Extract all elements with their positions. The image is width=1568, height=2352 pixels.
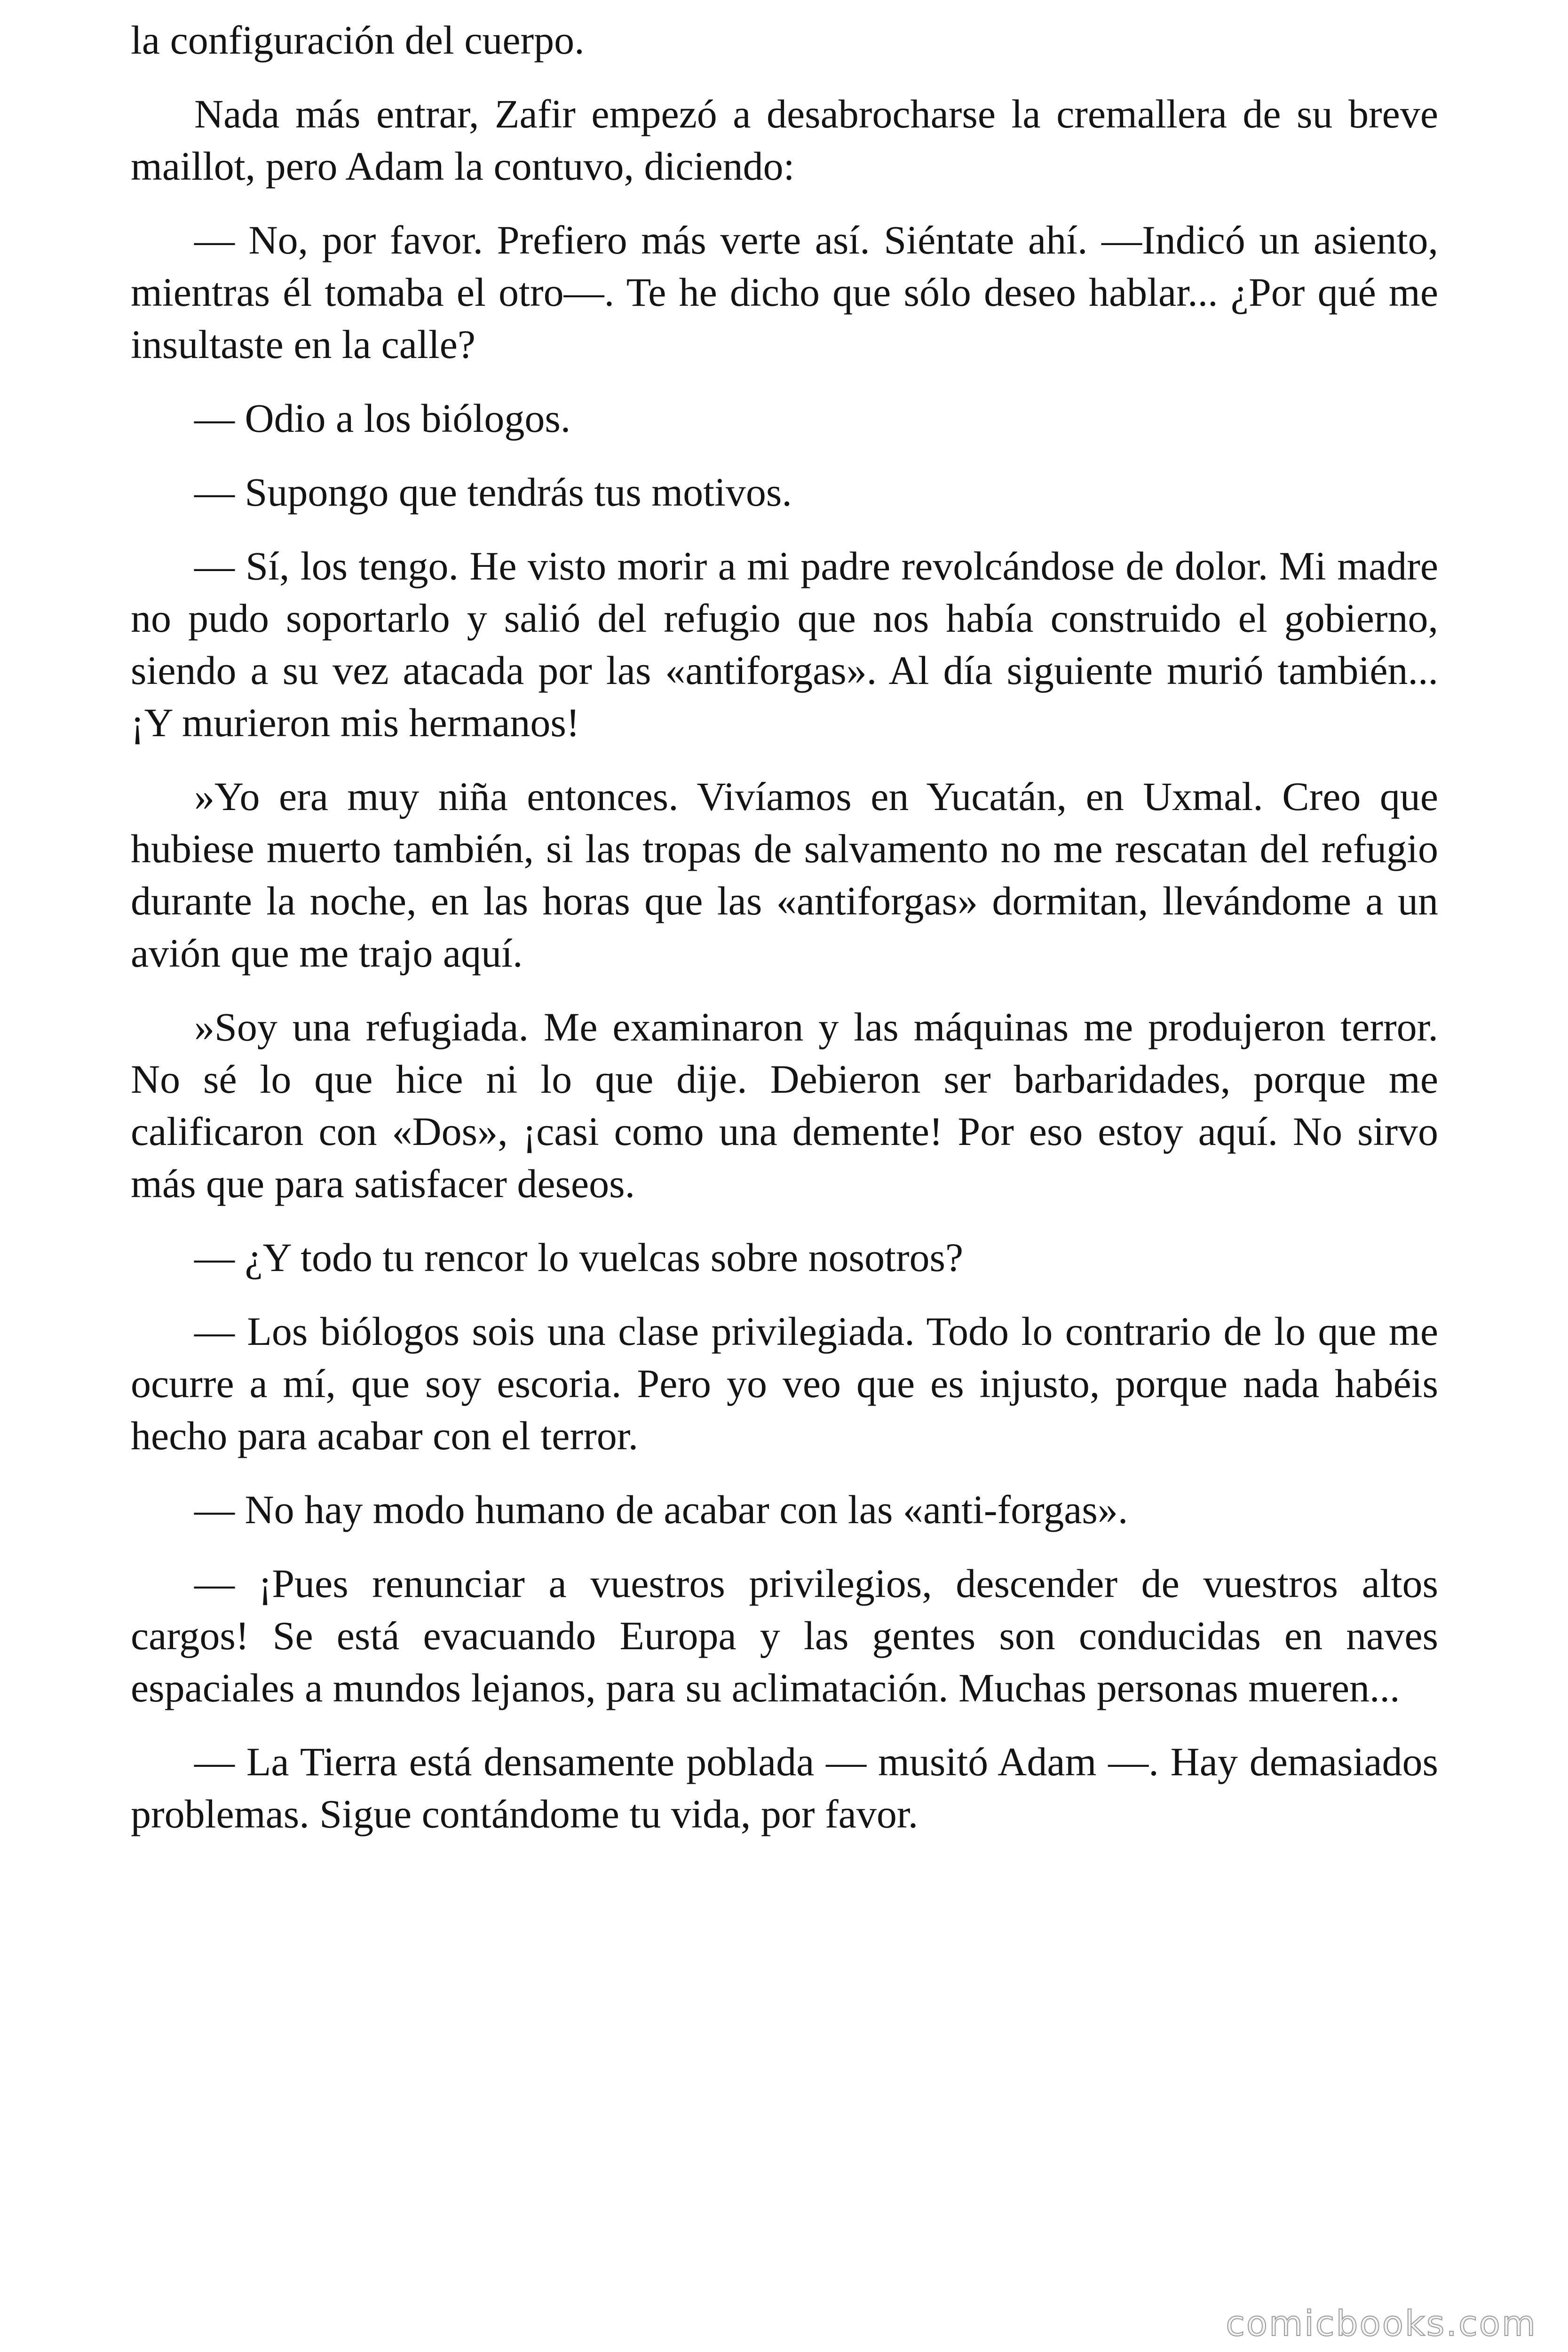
paragraph-2: Nada más entrar, Zafir empezó a desabrocharse la cremallera de su breve maillot, pero Adam la contuvo, diciendo: bbox=[131, 91, 1438, 189]
paragraph-1: la configuración del cuerpo. bbox=[131, 17, 585, 63]
paragraph-8: »Soy una refugiada. Me examinaron y las máquinas me produjeron terror. No sé lo que hice ni lo que dije. Debieron ser barbaridades, porque me calificaron con «Dos», ¡casi como una demente! Por eso estoy aquí. No sirvo más que para satisfacer deseos. bbox=[131, 1004, 1438, 1206]
body-text bbox=[131, 14, 1438, 1862]
paragraph-9: — ¿Y todo tu rencor lo vuelcas sobre nosotros? bbox=[194, 1235, 964, 1280]
paragraph-4: — Odio a los biólogos. bbox=[194, 396, 571, 441]
paragraph-12: — ¡Pues renunciar a vuestros privilegios, descender de vuestros altos cargos! Se está evacuando Europa y las gentes son conducidas en naves espaciales a mundos lejanos, para su aclimatación. Muchas personas mueren... bbox=[131, 1561, 1438, 1710]
watermark: comicbooks.com bbox=[1226, 2304, 1537, 2344]
paragraph-13: — La Tierra está densamente poblada — musitó Adam —. Hay demasiados problemas. Sigue contándome tu vida, por favor. bbox=[131, 1739, 1438, 1836]
paragraph-7: »Yo era muy niña entonces. Vivíamos en Yucatán, en Uxmal. Creo que hubiese muerto también, si las tropas de salvamento no me rescatan del refugio durante la noche, en las horas que las «antiforgas» dormitan, llevándome a un avión que me trajo aquí. bbox=[131, 774, 1438, 976]
paragraph-3: — No, por favor. Prefiero más verte así. Siéntate ahí. —Indicó un asiento, mientras él tomaba el otro—. Te he dicho que sólo deseo hablar... ¿Por qué me insultaste en la calle? bbox=[131, 217, 1438, 367]
paragraph-10: — Los biólogos sois una clase privilegiada. Todo lo contrario de lo que me ocurre a mí, que soy escoria. Pero yo veo que es injusto, porque nada habéis hecho para acabar con el terror. bbox=[131, 1309, 1438, 1458]
paragraph-6: — Sí, los tengo. He visto morir a mi padre revolcándose de dolor. Mi madre no pudo soportarlo y salió del refugio que nos había construido el gobierno, siendo a su vez atacada por las «antiforgas». Al día siguiente murió también... ¡Y murieron mis hermanos! bbox=[131, 543, 1438, 745]
paragraph-5: — Supongo que tendrás tus motivos. bbox=[194, 469, 792, 515]
paragraph-11: — No hay modo humano de acabar con las «anti-forgas». bbox=[194, 1487, 1128, 1532]
